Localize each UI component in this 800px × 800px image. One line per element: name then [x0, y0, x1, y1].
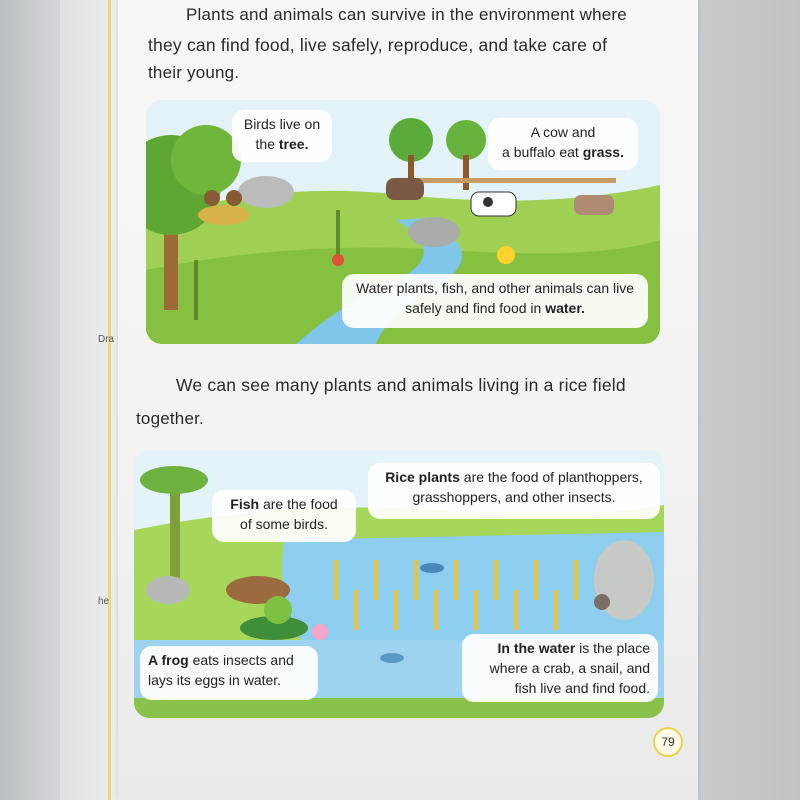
callout-fish-line1 [220, 494, 348, 514]
callout-fish-plain: are the food [262, 496, 338, 512]
callout-cow-bold: grass. [582, 144, 624, 160]
callout-frog-line1 [148, 650, 310, 670]
callout-birds-bold: tree. [278, 136, 309, 152]
callout-cow-line2 [496, 142, 630, 162]
callout-water-plants [342, 274, 648, 328]
callout-fish-line2: of some birds. [240, 516, 328, 532]
callout-birds [232, 110, 332, 162]
callout-rice-line1 [376, 467, 652, 487]
callout-frog-bold: A frog [148, 652, 189, 668]
background-right [698, 0, 800, 800]
callout-water-line1: Water plants, fish, and other animals can live [355, 280, 635, 296]
callout-cow-line1: A cow and [530, 124, 596, 140]
callout-in-the-water [462, 634, 658, 702]
callout-rice-plain: are the food of planthoppers, [463, 469, 643, 485]
callout-in-water-line1 [470, 638, 650, 658]
underlying-page-tag: Dra [98, 334, 115, 345]
callout-birds-the: the [255, 136, 275, 152]
callout-rice-bold: Rice plants [385, 469, 460, 485]
yellow-margin-rule [108, 0, 111, 800]
callout-in-water-line3: fish live and find food. [514, 680, 650, 696]
callout-birds-line1: Birds live on [243, 116, 321, 132]
callout-in-water-plain: is the place [579, 640, 650, 656]
callout-frog-line2: lays its eggs in water. [148, 672, 282, 688]
intro-line-3: their young. [148, 63, 240, 82]
callout-water-plain: safely and find food in [405, 300, 542, 316]
underlying-page-tag: he [98, 596, 110, 607]
intro-line-1: Plants and animals can survive in the environment where [186, 5, 627, 24]
callout-cow-plain: a buffalo eat [502, 144, 579, 160]
ricefield-line-2: together. [136, 409, 204, 428]
callout-rice-line2: grasshoppers, and other insects. [412, 489, 616, 505]
callout-in-water-bold: In the water [497, 640, 576, 656]
callout-fish-bold: Fish [230, 496, 260, 512]
callout-in-water-line2: where a crab, a snail, and [489, 660, 650, 676]
callout-fish [212, 490, 356, 542]
callout-cow [488, 118, 638, 170]
callout-rice-plants [368, 463, 660, 519]
callout-frog [140, 646, 318, 700]
callout-water-line2 [350, 298, 640, 318]
callout-water-bold: water. [545, 300, 585, 316]
ricefield-line-1: We can see many plants and animals living in a rice field [176, 375, 626, 395]
page-number: 79 [653, 727, 683, 757]
callout-birds-line2 [240, 134, 324, 154]
callout-frog-plain: eats insects and [192, 652, 294, 668]
intro-line-2: they can find food, live safely, reproduce, and take care of [148, 35, 608, 55]
